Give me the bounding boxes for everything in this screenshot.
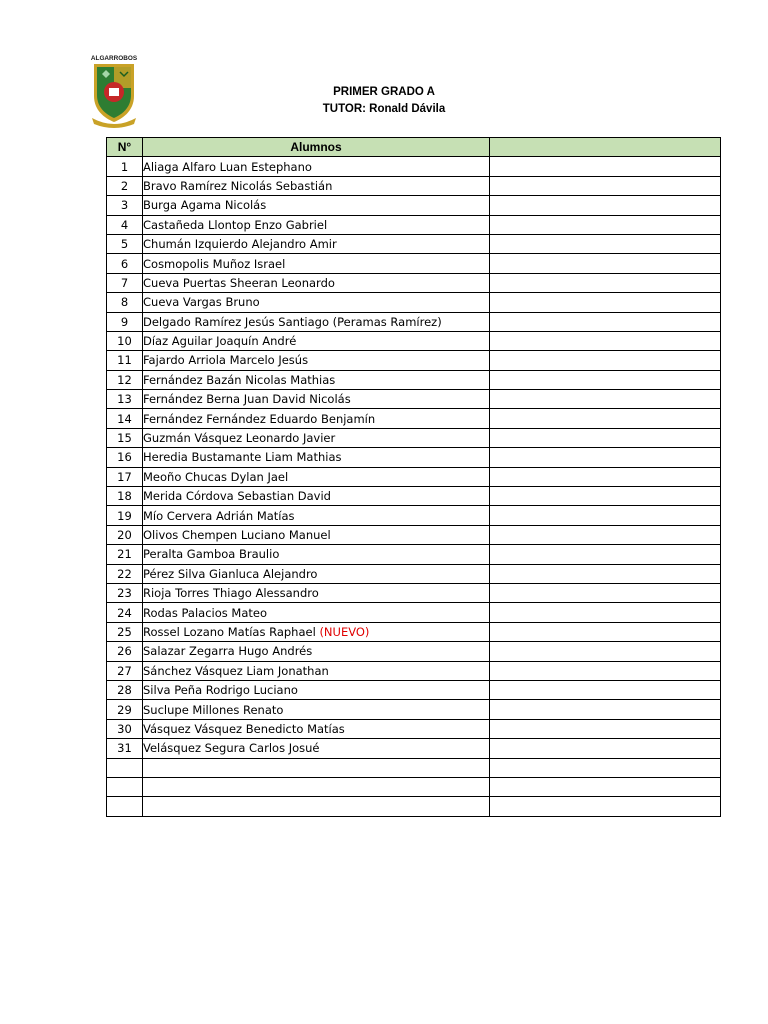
table-row <box>107 254 721 273</box>
extra-cell <box>490 583 721 602</box>
table-row <box>107 661 721 680</box>
row-number-cell: 11 <box>107 351 143 370</box>
table-row <box>107 797 721 816</box>
student-name: Rodas Palacios Mateo <box>143 605 268 620</box>
table-row <box>107 157 721 176</box>
extra-cell <box>490 293 721 312</box>
extra-cell <box>490 700 721 719</box>
table-row <box>107 564 721 583</box>
row-number-cell: 15 <box>107 428 143 447</box>
student-name-cell <box>143 525 490 544</box>
row-number-cell: 1 <box>107 157 143 176</box>
table-row <box>107 331 721 350</box>
extra-cell <box>490 390 721 409</box>
table-row <box>107 370 721 389</box>
extra-cell <box>490 428 721 447</box>
table-body <box>107 157 721 816</box>
row-number-cell: 27 <box>107 661 143 680</box>
student-name-cell <box>143 506 490 525</box>
row-number-cell: 17 <box>107 467 143 486</box>
student-name: Olivos Chempen Luciano Manuel <box>143 528 331 542</box>
row-number-cell: 8 <box>107 293 143 312</box>
student-name-cell <box>143 622 490 641</box>
student-name: Mío Cervera Adrián Matías <box>143 508 295 523</box>
extra-cell <box>490 331 721 350</box>
table-row <box>107 351 721 370</box>
extra-cell <box>490 680 721 699</box>
student-name-cell <box>143 583 490 602</box>
row-number-cell: 20 <box>107 525 143 544</box>
row-number-cell: 13 <box>107 390 143 409</box>
column-header-extra <box>490 138 721 157</box>
student-name-cell <box>143 409 490 428</box>
extra-cell <box>490 622 721 641</box>
table-row <box>107 700 721 719</box>
row-number-cell: 28 <box>107 680 143 699</box>
row-number-cell <box>107 797 143 816</box>
student-name: Burga Agama Nicolás <box>143 198 267 213</box>
student-name: Guzmán Vásquez Leonardo Javier <box>143 431 336 446</box>
student-name: Díaz Aguilar Joaquín André <box>143 334 297 349</box>
extra-cell <box>490 157 721 176</box>
extra-cell <box>490 758 721 777</box>
row-number-cell <box>107 777 143 796</box>
extra-cell <box>490 215 721 234</box>
table-row <box>107 176 721 195</box>
student-name-cell <box>143 680 490 699</box>
row-number-cell: 4 <box>107 215 143 234</box>
extra-cell <box>490 545 721 564</box>
row-number-cell: 6 <box>107 254 143 273</box>
table-row <box>107 739 721 758</box>
student-name-cell <box>143 758 490 777</box>
table-row <box>107 642 721 661</box>
row-number-cell: 31 <box>107 739 143 758</box>
row-number-cell: 30 <box>107 719 143 738</box>
student-name-cell <box>143 777 490 796</box>
student-name-cell <box>143 467 490 486</box>
extra-cell <box>490 351 721 370</box>
table-row <box>107 409 721 428</box>
table-row <box>107 758 721 777</box>
row-number-cell: 3 <box>107 196 143 215</box>
extra-cell <box>490 525 721 544</box>
student-roster-table <box>106 137 721 817</box>
student-name-cell <box>143 176 490 195</box>
student-name-cell <box>143 370 490 389</box>
extra-cell <box>490 176 721 195</box>
student-name: Peralta Gamboa Braulio <box>143 547 280 562</box>
extra-cell <box>490 777 721 796</box>
student-name: Rossel Lozano Matías Raphael <box>143 624 316 639</box>
student-name-cell <box>143 254 490 273</box>
student-name: Heredia Bustamante Liam Mathias <box>143 450 342 465</box>
student-name-cell <box>143 428 490 447</box>
new-student-note: (NUEVO) <box>319 624 370 639</box>
student-name: Pérez Silva Gianluca Alejandro <box>143 566 318 581</box>
student-name: Cueva Vargas Bruno <box>143 295 260 310</box>
student-name: Cosmopolis Muñoz Israel <box>143 256 286 271</box>
student-name-cell <box>143 603 490 622</box>
table-row <box>107 196 721 215</box>
row-number-cell: 24 <box>107 603 143 622</box>
extra-cell <box>490 506 721 525</box>
extra-cell <box>490 409 721 428</box>
row-number-cell: 10 <box>107 331 143 350</box>
table-row <box>107 603 721 622</box>
table-row <box>107 234 721 253</box>
table-row <box>107 390 721 409</box>
row-number-cell: 29 <box>107 700 143 719</box>
student-name-cell <box>143 234 490 253</box>
extra-cell <box>490 448 721 467</box>
student-name: Fernández Bazán Nicolas Mathias <box>143 372 336 387</box>
document-title-block <box>0 84 768 118</box>
row-number-cell: 5 <box>107 234 143 253</box>
extra-cell <box>490 739 721 758</box>
table-row <box>107 428 721 447</box>
extra-cell <box>490 661 721 680</box>
student-name-cell <box>143 196 490 215</box>
row-number-cell: 25 <box>107 622 143 641</box>
row-number-cell: 21 <box>107 545 143 564</box>
row-number-cell: 9 <box>107 312 143 331</box>
student-name-cell <box>143 545 490 564</box>
student-name: Cueva Puertas Sheeran Leonardo <box>143 275 335 290</box>
extra-cell <box>490 487 721 506</box>
extra-cell <box>490 196 721 215</box>
table-row <box>107 215 721 234</box>
student-name-cell <box>143 564 490 583</box>
student-name-cell <box>143 312 490 331</box>
student-name: Fernández Berna Juan David Nicolás <box>143 392 351 407</box>
table-row <box>107 583 721 602</box>
student-name: Silva Peña Rodrigo Luciano <box>143 683 298 698</box>
table-row <box>107 680 721 699</box>
table-row <box>107 467 721 486</box>
row-number-cell: 26 <box>107 642 143 661</box>
table-row <box>107 525 721 544</box>
table-row <box>107 622 721 641</box>
table-row <box>107 312 721 331</box>
student-name: Rioja Torres Thiago Alessandro <box>143 586 319 601</box>
table-row <box>107 487 721 506</box>
student-name-cell <box>143 331 490 350</box>
table-row <box>107 777 721 796</box>
extra-cell <box>490 312 721 331</box>
student-name: Suclupe Millones Renato <box>143 702 284 717</box>
student-name: Chumán Izquierdo Alejandro Amir <box>143 237 337 252</box>
row-number-cell: 16 <box>107 448 143 467</box>
student-name: Delgado Ramírez Jesús Santiago (Peramas Ramírez) <box>143 314 442 329</box>
student-name: Fajardo Arriola Marcelo Jesús <box>143 353 309 368</box>
extra-cell <box>490 797 721 816</box>
extra-cell <box>490 273 721 292</box>
student-name-cell <box>143 797 490 816</box>
column-header-number: N° <box>107 138 143 157</box>
table-header-row <box>107 138 721 157</box>
extra-cell <box>490 234 721 253</box>
extra-cell <box>490 603 721 622</box>
student-name: Salazar Zegarra Hugo Andrés <box>143 644 313 659</box>
logo-lettering: ALGARROBOS <box>90 55 138 62</box>
student-name-cell <box>143 642 490 661</box>
student-name-cell <box>143 487 490 506</box>
row-number-cell: 23 <box>107 583 143 602</box>
student-name: Velásquez Segura Carlos Josué <box>143 741 320 756</box>
student-name: Castañeda Llontop Enzo Gabriel <box>143 217 328 232</box>
row-number-cell: 18 <box>107 487 143 506</box>
table-row <box>107 448 721 467</box>
table-row <box>107 293 721 312</box>
student-name-cell <box>143 390 490 409</box>
column-header-students: Alumnos <box>143 138 490 157</box>
extra-cell <box>490 370 721 389</box>
student-name-cell <box>143 700 490 719</box>
extra-cell <box>490 719 721 738</box>
student-name-cell <box>143 215 490 234</box>
student-name-cell <box>143 719 490 738</box>
student-name: Merida Córdova Sebastian David <box>143 489 331 504</box>
row-number-cell: 22 <box>107 564 143 583</box>
tutor-subtitle: TUTOR: Ronald Dávila <box>322 103 446 115</box>
student-name-cell <box>143 448 490 467</box>
row-number-cell <box>107 758 143 777</box>
student-name-cell <box>143 157 490 176</box>
table-row <box>107 506 721 525</box>
student-name-cell <box>143 739 490 758</box>
page-title: PRIMER GRADO A <box>333 86 435 98</box>
student-name: Aliaga Alfaro Luan Estephano <box>143 159 312 174</box>
student-name: Bravo Ramírez Nicolás Sebastián <box>143 178 333 193</box>
student-name-cell <box>143 661 490 680</box>
table-row <box>107 273 721 292</box>
row-number-cell: 2 <box>107 176 143 195</box>
extra-cell <box>490 467 721 486</box>
student-name: Meoño Chucas Dylan Jael <box>143 469 289 484</box>
extra-cell <box>490 564 721 583</box>
row-number-cell: 14 <box>107 409 143 428</box>
student-name-cell <box>143 293 490 312</box>
student-name: Sánchez Vásquez Liam Jonathan <box>143 663 329 678</box>
extra-cell <box>490 642 721 661</box>
row-number-cell: 12 <box>107 370 143 389</box>
table-row <box>107 545 721 564</box>
student-name-cell <box>143 273 490 292</box>
student-name-cell <box>143 351 490 370</box>
student-name: Vásquez Vásquez Benedicto Matías <box>143 721 345 736</box>
student-name: Fernández Fernández Eduardo Benjamín <box>143 411 376 426</box>
row-number-cell: 7 <box>107 273 143 292</box>
table-row <box>107 719 721 738</box>
row-number-cell: 19 <box>107 506 143 525</box>
extra-cell <box>490 254 721 273</box>
